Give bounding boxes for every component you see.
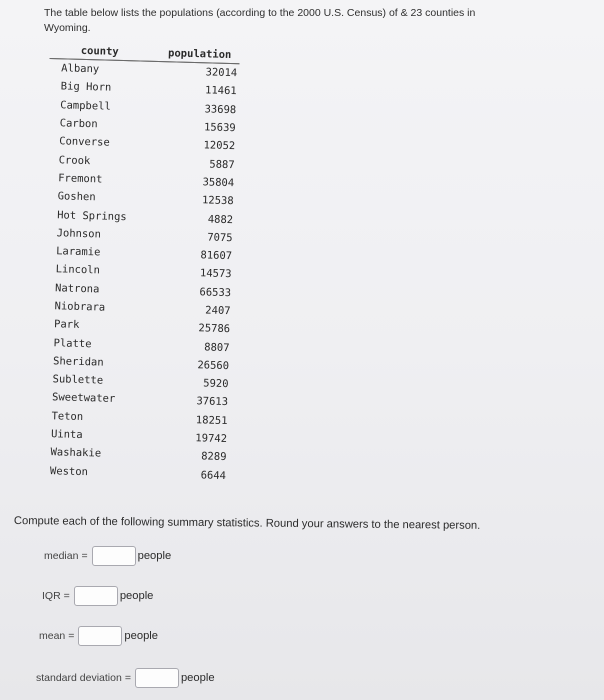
county-cell: Niobrara	[54, 300, 106, 314]
population-cell: 19742	[195, 432, 228, 446]
population-cell: 33698	[204, 103, 237, 116]
mean-equals: =	[68, 630, 75, 642]
sd-label: standard deviation	[36, 672, 122, 684]
population-cell: 5920	[203, 377, 229, 391]
population-cell: 32014	[205, 66, 238, 80]
population-cell: 18251	[195, 414, 228, 427]
county-header: county	[50, 42, 150, 61]
population-cell: 5887	[209, 158, 235, 171]
county-cell: Natrona	[54, 281, 100, 296]
population-header: population	[150, 45, 240, 64]
iqr-unit: people	[119, 590, 154, 602]
population-cell: 12052	[203, 139, 236, 153]
population-cell: 8807	[204, 341, 230, 354]
county-cell: Johnson	[56, 227, 102, 241]
county-cell: Laramie	[55, 245, 101, 259]
mean-unit: people	[124, 630, 159, 642]
county-cell: Sheridan	[52, 355, 104, 369]
population-cell: 14573	[199, 267, 232, 281]
sd-row	[36, 668, 215, 688]
county-cell: Hot Springs	[57, 208, 127, 223]
county-cell: Campbell	[60, 99, 111, 113]
median-input[interactable]	[92, 546, 136, 566]
population-cell: 66533	[199, 285, 232, 299]
median-label: median	[44, 550, 79, 562]
population-cell: 25786	[198, 322, 231, 336]
population-cell: 4882	[207, 212, 234, 226]
county-cell: Converse	[59, 135, 110, 150]
population-cell: 11461	[204, 84, 237, 98]
county-cell: Crook	[58, 153, 91, 167]
sd-input[interactable]	[135, 668, 179, 688]
instruction-text: Compute each of the following summary statistics. Round your answers to the nearest person.	[13, 515, 481, 532]
county-cell: Lincoln	[55, 263, 101, 277]
population-cell: 6644	[200, 469, 227, 482]
population-cell: 12538	[201, 194, 234, 208]
county-cell: Carbon	[59, 117, 98, 131]
population-cell: 35804	[202, 176, 235, 190]
county-cell: Uinta	[50, 428, 83, 442]
sd-equals: =	[124, 672, 131, 684]
iqr-equals: =	[63, 590, 70, 602]
county-cell: Washakie	[50, 446, 102, 460]
iqr-label: IQR	[42, 590, 61, 602]
sd-unit: people	[180, 672, 215, 684]
county-cell: Goshen	[57, 190, 96, 204]
county-cell: Park	[53, 318, 80, 332]
county-cell: Platte	[53, 336, 92, 350]
population-cell: 26560	[197, 359, 230, 373]
county-cell: Sweetwater	[51, 391, 116, 406]
population-cell: 15639	[203, 121, 236, 135]
population-cell: 7075	[207, 231, 233, 244]
mean-label: mean	[39, 630, 66, 642]
county-cell: Sublette	[52, 373, 104, 387]
mean-row	[39, 626, 158, 646]
county-cell: Albany	[61, 62, 100, 76]
county-cell: Teton	[51, 409, 84, 423]
table-row	[38, 461, 228, 485]
iqr-input[interactable]	[74, 586, 118, 606]
table-body	[38, 58, 240, 484]
median-row	[44, 546, 171, 566]
population-cell: 81607	[200, 249, 233, 263]
county-cell: Big Horn	[60, 80, 112, 95]
population-cell: 2407	[205, 304, 231, 318]
county-cell: Fremont	[58, 172, 103, 186]
population-table-container	[38, 42, 240, 485]
population-table	[38, 42, 240, 485]
population-cell: 8289	[201, 450, 227, 464]
mean-input[interactable]	[78, 626, 122, 646]
population-cell: 37613	[196, 395, 229, 409]
county-cell: Weston	[49, 464, 89, 478]
problem-intro: The table below lists the populations (according to the 2000 U.S. Census) of & 23 counties in Wyoming.	[44, 7, 476, 34]
median-equals: =	[81, 550, 88, 562]
median-unit: people	[137, 550, 172, 562]
iqr-row	[42, 586, 153, 606]
